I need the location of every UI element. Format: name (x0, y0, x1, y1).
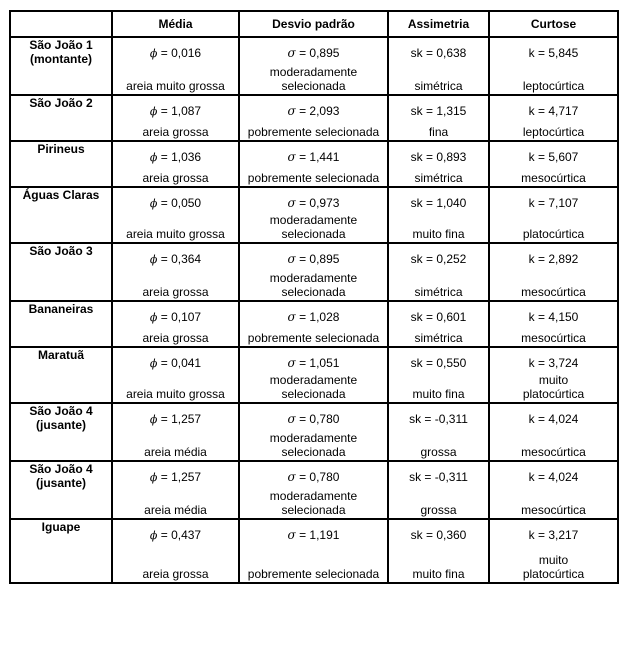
assimetria-cell (388, 187, 489, 243)
curtose-class-line: muito (538, 373, 569, 387)
media-class-line: areia grossa (142, 171, 209, 185)
curtose-class-line: mesocúrtica (521, 331, 586, 345)
curtose-cell (489, 519, 618, 583)
curtose-class-line: mesocúrtica (521, 171, 586, 185)
desvio-cell (239, 243, 388, 301)
curtose-class-line: mesocúrtica (521, 445, 586, 459)
desvio-value (242, 104, 385, 118)
curtose-cell (489, 347, 618, 403)
media-symbol: ϕ (149, 311, 158, 324)
assimetria-class (391, 79, 486, 93)
media-cell (112, 461, 239, 519)
curtose-value (492, 412, 615, 426)
media-class-line: areia muito grossa (126, 79, 225, 93)
assimetria-class-line: grossa (420, 445, 457, 459)
assimetria-cell (388, 37, 489, 95)
assimetria-class (391, 125, 486, 139)
desvio-number: = 0,895 (299, 252, 340, 266)
media-number: = 0,016 (160, 46, 202, 60)
curtose-class (492, 553, 615, 581)
assimetria-number: sk = 0,601 (410, 310, 467, 324)
desvio-value (242, 356, 385, 370)
assimetria-number: sk = 0,360 (410, 528, 467, 542)
media-number: = 0,364 (160, 252, 202, 266)
media-symbol: ϕ (149, 47, 158, 60)
media-value (115, 412, 236, 427)
desvio-class (242, 431, 385, 459)
table-row (10, 301, 618, 347)
curtose-cell (489, 187, 618, 243)
desvio-value (242, 252, 385, 266)
table-row (10, 347, 618, 403)
site-name (10, 461, 112, 519)
table-row (10, 461, 618, 519)
site-name-line: São João 3 (29, 244, 93, 258)
media-number: = 1,257 (160, 412, 202, 426)
media-cell (112, 519, 239, 583)
assimetria-cell (388, 519, 489, 583)
curtose-number: k = 4,024 (528, 412, 579, 426)
desvio-value (242, 412, 385, 426)
desvio-value (242, 310, 385, 324)
media-class-line: areia grossa (142, 125, 209, 139)
desvio-cell (239, 461, 388, 519)
media-cell (112, 187, 239, 243)
desvio-number: = 1,051 (299, 356, 340, 370)
media-value (115, 46, 236, 61)
media-value (115, 310, 236, 325)
desvio-cell (239, 37, 388, 95)
header-desvio: Desvio padrão (239, 11, 388, 37)
media-cell (112, 95, 239, 141)
media-symbol: ϕ (149, 471, 158, 484)
media-number: = 1,257 (160, 470, 202, 484)
desvio-value (242, 196, 385, 210)
assimetria-class-line: muito fina (412, 567, 465, 581)
curtose-number: k = 5,607 (528, 150, 579, 164)
desvio-cell (239, 403, 388, 461)
desvio-number: = 1,441 (299, 150, 340, 164)
media-symbol: ϕ (149, 357, 158, 370)
media-class (115, 285, 236, 299)
curtose-cell (489, 141, 618, 187)
assimetria-number: sk = 0,638 (410, 46, 467, 60)
site-name-line: São João 4 (29, 462, 93, 476)
curtose-class-line: platocúrtica (522, 227, 585, 241)
curtose-number: k = 4,717 (528, 104, 579, 118)
curtose-cell (489, 95, 618, 141)
site-name (10, 243, 112, 301)
site-name-line: São João 2 (29, 96, 93, 110)
assimetria-value (391, 528, 486, 542)
assimetria-cell (388, 461, 489, 519)
site-name-line: (jusante) (35, 476, 86, 490)
assimetria-class-line: muito fina (412, 387, 465, 401)
desvio-number: = 2,093 (299, 104, 340, 118)
table-row (10, 141, 618, 187)
desvio-class-line: selecionada (281, 227, 346, 241)
site-name-line: São João 1 (29, 38, 93, 52)
assimetria-class-line: grossa (420, 503, 457, 517)
desvio-class-line: pobremente selecionada (247, 331, 380, 345)
assimetria-class (391, 445, 486, 459)
curtose-class (492, 227, 615, 241)
assimetria-number: sk = 0,550 (410, 356, 467, 370)
desvio-value (242, 46, 385, 60)
site-name-line: Águas Claras (22, 188, 100, 202)
media-number: = 1,087 (160, 104, 202, 118)
media-cell (112, 37, 239, 95)
media-class (115, 567, 236, 581)
site-name (10, 187, 112, 243)
header-row (10, 11, 618, 37)
desvio-symbol: σ (287, 470, 296, 484)
assimetria-cell (388, 301, 489, 347)
desvio-class (242, 271, 385, 299)
assimetria-class-line: fina (428, 125, 449, 139)
curtose-class (492, 171, 615, 185)
curtose-class-line: leptocúrtica (522, 79, 585, 93)
desvio-cell (239, 347, 388, 403)
table-row (10, 187, 618, 243)
site-name-line: Pirineus (37, 142, 85, 156)
media-symbol: ϕ (149, 151, 158, 164)
curtose-class (492, 285, 615, 299)
assimetria-class (391, 285, 486, 299)
desvio-symbol: σ (287, 104, 296, 118)
assimetria-value (391, 310, 486, 324)
assimetria-number: sk = 0,252 (410, 252, 467, 266)
media-value (115, 470, 236, 485)
site-name (10, 141, 112, 187)
media-class (115, 503, 236, 517)
curtose-cell (489, 37, 618, 95)
desvio-class-line: selecionada (281, 387, 346, 401)
table-row (10, 37, 618, 95)
desvio-class-line: moderadamente (269, 373, 358, 387)
desvio-class-line: pobremente selecionada (247, 125, 380, 139)
curtose-class (492, 79, 615, 93)
media-class (115, 445, 236, 459)
assimetria-cell (388, 347, 489, 403)
media-class-line: areia grossa (142, 567, 209, 581)
assimetria-value (391, 46, 486, 60)
desvio-class (242, 213, 385, 241)
assimetria-class-line: simétrica (414, 79, 463, 93)
assimetria-cell (388, 95, 489, 141)
site-name (10, 95, 112, 141)
curtose-number: k = 2,892 (528, 252, 579, 266)
curtose-number: k = 4,024 (528, 470, 579, 484)
media-value (115, 356, 236, 371)
assimetria-value (391, 412, 486, 426)
desvio-class (242, 171, 385, 185)
desvio-class-line: moderadamente (269, 489, 358, 503)
desvio-cell (239, 95, 388, 141)
granulometry-table (9, 10, 619, 584)
curtose-number: k = 7,107 (528, 196, 579, 210)
curtose-class (492, 373, 615, 401)
curtose-value (492, 150, 615, 164)
desvio-class-line: moderadamente (269, 213, 358, 227)
media-cell (112, 403, 239, 461)
curtose-class (492, 445, 615, 459)
desvio-symbol: σ (287, 310, 296, 324)
curtose-value (492, 310, 615, 324)
desvio-number: = 0,780 (299, 412, 340, 426)
site-name-line: São João 4 (29, 404, 93, 418)
media-value (115, 528, 236, 543)
desvio-number: = 0,780 (299, 470, 340, 484)
media-value (115, 104, 236, 119)
media-value (115, 150, 236, 165)
curtose-cell (489, 243, 618, 301)
assimetria-value (391, 252, 486, 266)
assimetria-class (391, 227, 486, 241)
desvio-class (242, 373, 385, 401)
curtose-class (492, 331, 615, 345)
assimetria-number: sk = 1,315 (410, 104, 467, 118)
media-class (115, 79, 236, 93)
desvio-class-line: selecionada (281, 445, 346, 459)
media-value (115, 252, 236, 267)
desvio-number: = 1,028 (299, 310, 340, 324)
desvio-symbol: σ (287, 150, 296, 164)
curtose-number: k = 3,217 (528, 528, 579, 542)
header-site (10, 11, 112, 37)
desvio-class (242, 489, 385, 517)
curtose-number: k = 5,845 (528, 46, 579, 60)
assimetria-class (391, 331, 486, 345)
desvio-cell (239, 301, 388, 347)
desvio-value (242, 150, 385, 164)
site-name (10, 37, 112, 95)
media-class-line: areia média (144, 503, 207, 517)
desvio-class (242, 125, 385, 139)
curtose-number: k = 4,150 (528, 310, 579, 324)
table-row (10, 519, 618, 583)
desvio-cell (239, 141, 388, 187)
desvio-class-line: selecionada (281, 79, 346, 93)
assimetria-cell (388, 141, 489, 187)
desvio-value (242, 528, 385, 542)
desvio-class-line: pobremente selecionada (247, 567, 380, 581)
curtose-value (492, 470, 615, 484)
desvio-class-line: moderadamente (269, 431, 358, 445)
media-class-line: areia muito grossa (126, 227, 225, 241)
assimetria-cell (388, 243, 489, 301)
assimetria-class (391, 387, 486, 401)
media-value (115, 196, 236, 211)
site-name-line: Bananeiras (28, 302, 94, 316)
media-class-line: areia muito grossa (126, 387, 225, 401)
desvio-number: = 0,973 (299, 196, 340, 210)
curtose-number: k = 3,724 (528, 356, 579, 370)
curtose-cell (489, 461, 618, 519)
media-cell (112, 347, 239, 403)
site-name-line: (jusante) (35, 418, 86, 432)
media-class (115, 125, 236, 139)
curtose-cell (489, 403, 618, 461)
curtose-class-line: platocúrtica (522, 387, 585, 401)
assimetria-number: sk = 1,040 (410, 196, 467, 210)
header-assimetria: Assimetria (388, 11, 489, 37)
media-number: = 0,041 (160, 356, 202, 370)
desvio-class (242, 65, 385, 93)
header-media: Média (112, 11, 239, 37)
media-number: = 1,036 (160, 150, 202, 164)
site-name (10, 403, 112, 461)
media-number: = 0,107 (160, 310, 202, 324)
assimetria-class (391, 503, 486, 517)
media-symbol: ϕ (149, 197, 158, 210)
media-cell (112, 301, 239, 347)
desvio-class-line: selecionada (281, 285, 346, 299)
desvio-symbol: σ (287, 528, 296, 542)
media-class (115, 387, 236, 401)
media-symbol: ϕ (149, 105, 158, 118)
assimetria-class-line: simétrica (414, 171, 463, 185)
site-name-line: (montante) (30, 52, 92, 66)
curtose-class (492, 503, 615, 517)
media-class-line: areia média (144, 445, 207, 459)
site-name (10, 519, 112, 583)
assimetria-value (391, 356, 486, 370)
assimetria-class (391, 567, 486, 581)
desvio-value (242, 470, 385, 484)
assimetria-class-line: muito fina (412, 227, 465, 241)
curtose-value (492, 252, 615, 266)
media-cell (112, 141, 239, 187)
desvio-cell (239, 187, 388, 243)
assimetria-cell (388, 403, 489, 461)
site-name-line: Maratuã (37, 348, 84, 362)
desvio-number: = 1,191 (299, 528, 340, 542)
table-row (10, 403, 618, 461)
curtose-value (492, 196, 615, 210)
media-class (115, 331, 236, 345)
desvio-class (242, 567, 385, 581)
assimetria-value (391, 470, 486, 484)
desvio-class-line: selecionada (281, 503, 346, 517)
desvio-cell (239, 519, 388, 583)
desvio-class-line: moderadamente (269, 271, 358, 285)
assimetria-number: sk = -0,311 (409, 470, 468, 484)
assimetria-value (391, 196, 486, 210)
site-name (10, 347, 112, 403)
assimetria-value (391, 104, 486, 118)
media-class-line: areia grossa (142, 331, 209, 345)
site-name-line: Iguape (41, 520, 81, 534)
desvio-symbol: σ (287, 356, 296, 370)
curtose-class (492, 125, 615, 139)
site-name (10, 301, 112, 347)
media-class (115, 171, 236, 185)
assimetria-class (391, 171, 486, 185)
desvio-symbol: σ (287, 412, 296, 426)
media-class-line: areia grossa (142, 285, 209, 299)
header-curtose: Curtose (489, 11, 618, 37)
media-cell (112, 243, 239, 301)
desvio-number: = 0,895 (299, 46, 340, 60)
desvio-class-line: moderadamente (269, 65, 358, 79)
curtose-class-line: platocúrtica (522, 567, 585, 581)
desvio-symbol: σ (287, 252, 296, 266)
media-class (115, 227, 236, 241)
assimetria-class-line: simétrica (414, 331, 463, 345)
curtose-value (492, 528, 615, 542)
desvio-class (242, 331, 385, 345)
curtose-cell (489, 301, 618, 347)
curtose-value (492, 46, 615, 60)
desvio-symbol: σ (287, 196, 296, 210)
curtose-class-line: muito (538, 553, 569, 567)
table-row (10, 95, 618, 141)
curtose-class-line: leptocúrtica (522, 125, 585, 139)
assimetria-number: sk = 0,893 (410, 150, 467, 164)
table-row (10, 243, 618, 301)
curtose-class-line: mesocúrtica (521, 503, 586, 517)
curtose-value (492, 356, 615, 370)
curtose-class-line: mesocúrtica (521, 285, 586, 299)
media-number: = 0,050 (160, 196, 202, 210)
media-symbol: ϕ (149, 529, 158, 542)
assimetria-class-line: simétrica (414, 285, 463, 299)
media-symbol: ϕ (149, 253, 158, 266)
curtose-value (492, 104, 615, 118)
desvio-symbol: σ (287, 46, 296, 60)
assimetria-value (391, 150, 486, 164)
media-number: = 0,437 (160, 528, 202, 542)
desvio-class-line: pobremente selecionada (247, 171, 380, 185)
assimetria-number: sk = -0,311 (409, 412, 468, 426)
media-symbol: ϕ (149, 413, 158, 426)
